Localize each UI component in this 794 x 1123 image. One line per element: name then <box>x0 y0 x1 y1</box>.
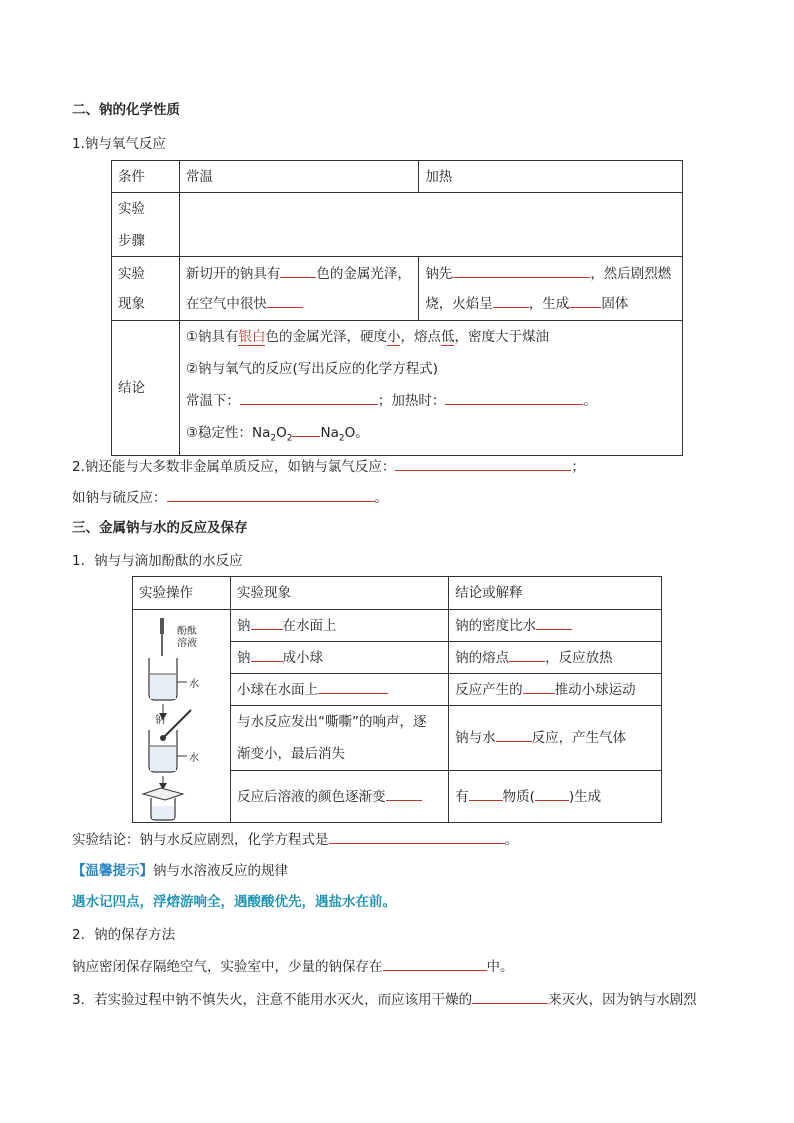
header-room-temp: 常温 <box>179 161 418 193</box>
blank-chlorine[interactable] <box>395 456 571 471</box>
blank-first[interactable] <box>452 263 590 278</box>
blank-heat-equation[interactable] <box>445 390 583 405</box>
table-row-conclusion: 反应产生的 推动小球运动 <box>449 674 662 706</box>
blank-flame[interactable] <box>493 293 529 308</box>
table-row-conclusion: 钠的熔点 ，反应放热 <box>449 642 662 674</box>
blank-gas[interactable] <box>523 679 555 694</box>
blank-stability[interactable] <box>292 422 320 437</box>
header-operation: 实验操作 <box>133 577 231 610</box>
table-row-conclusion: 钠与水 反应，产生气体 <box>449 706 662 771</box>
blank-color-change[interactable] <box>386 786 422 801</box>
blank-product[interactable] <box>569 293 601 308</box>
storage-text: 钠应密闭保存隔绝空气，实验室中，少量的钠保存在 中。 <box>72 956 514 977</box>
warm-tip: 【温馨提示】钠与水溶液反应的规律 <box>72 863 288 879</box>
blank-melting-point[interactable] <box>509 647 545 662</box>
row-label-conclusion: 结论 <box>112 321 180 456</box>
blank-substance-type[interactable] <box>535 786 569 801</box>
glass-plate <box>143 788 183 800</box>
sodium-oxygen-table <box>111 160 683 456</box>
blank-move[interactable] <box>318 679 388 694</box>
table-row-phenomenon: 钠 在水面上 <box>231 610 449 642</box>
header-condition: 条件 <box>112 161 180 193</box>
water-1 <box>150 674 176 699</box>
table-row-conclusion: 钠的密度比水 <box>449 610 662 642</box>
blank-color[interactable] <box>280 263 316 278</box>
tip-label: 【温馨提示】 <box>72 863 153 879</box>
blank-water-equation[interactable] <box>329 829 505 844</box>
phenomenon-heating: 钠先 ，然后剧烈燃 烧，火焰呈 ，生成 固体 <box>419 257 683 321</box>
label-water-1: 水 <box>189 679 199 690</box>
section-heading-chem-props: 二、钠的化学性质 <box>72 102 180 118</box>
table-row-phenomenon: 小球在水面上 <box>231 674 449 706</box>
table-row-phenomenon: 钠 成小球 <box>231 642 449 674</box>
table-row-phenomenon: 反应后溶液的颜色逐渐变 <box>231 771 449 823</box>
blank-extinguisher[interactable] <box>472 989 548 1004</box>
question-1-sodium-oxygen: 1.钠与氧气反应 <box>72 136 166 152</box>
blank-float[interactable] <box>251 615 283 630</box>
question-2-nonmetal: 2.钠还能与大多数非金属单质反应，如钠与氯气反应： ； <box>72 456 585 477</box>
sodium-water-table <box>132 576 662 823</box>
blank-sulfur[interactable] <box>167 487 375 502</box>
question-1-sodium-water: 1．钠与与滴加酚酞的水反应 <box>72 553 243 569</box>
section-heading-sodium-water: 三、金属钠与水的反应及保存 <box>72 520 248 536</box>
table-row-phenomenon: 与水反应发出“嘶嘶”的响声，逐 渐变小，最后消失 <box>231 706 449 771</box>
row-label-steps: 实验 步骤 <box>112 193 180 257</box>
steps-cell <box>179 193 682 257</box>
question-2-storage: 2．钠的保存方法 <box>72 927 176 943</box>
header-conclusion: 结论或解释 <box>449 577 662 610</box>
label-phenolphthalein: 酚酞 溶液 <box>177 626 197 649</box>
question-3-fire: 3．若实验过程中钠不慎失火，注意不能用水灭火，而应该用干燥的 来灭火，因为钠与水剧烈 <box>72 989 697 1010</box>
header-phenomenon: 实验现象 <box>231 577 449 610</box>
blank-density[interactable] <box>536 615 572 630</box>
blank-substance[interactable] <box>469 786 503 801</box>
blank-storage[interactable] <box>383 956 487 971</box>
experiment-conclusion: 实验结论：钠与水反应剧烈，化学方程式是 。 <box>72 829 518 850</box>
blank-melt[interactable] <box>251 647 283 662</box>
conclusion-cell: ①钠具有银白色的金属光泽，硬度小，熔点低，密度大于煤油 ②钠与氧气的反应(写出反应的化学方程式) 常温下： ；加热时： 。 ③稳定性：$Na_2O_2$ $Na_2O$。 <box>179 321 682 456</box>
label-sodium: 钠 <box>155 715 165 726</box>
blank-reaction[interactable] <box>496 727 532 742</box>
blank-room-equation[interactable] <box>240 390 378 405</box>
experiment-figure <box>133 610 231 823</box>
label-water-2: 水 <box>189 753 199 764</box>
question-2-sulfur: 如钠与硫反应： 。 <box>72 487 388 508</box>
blank-quickly[interactable] <box>267 293 303 308</box>
table-row-conclusion: 有 物质( )生成 <box>449 771 662 823</box>
phenomenon-room-temp: 新切开的钠具有 色的金属光泽， 在空气中很快 <box>179 257 418 321</box>
dropper-bulb <box>160 618 164 634</box>
row-label-phenomenon: 实验 现象 <box>112 257 180 321</box>
tip-rule: 遇水记四点，浮熔游响全，遇酸酸优先，遇盐水在前。 <box>72 894 396 910</box>
header-heating: 加热 <box>419 161 683 193</box>
